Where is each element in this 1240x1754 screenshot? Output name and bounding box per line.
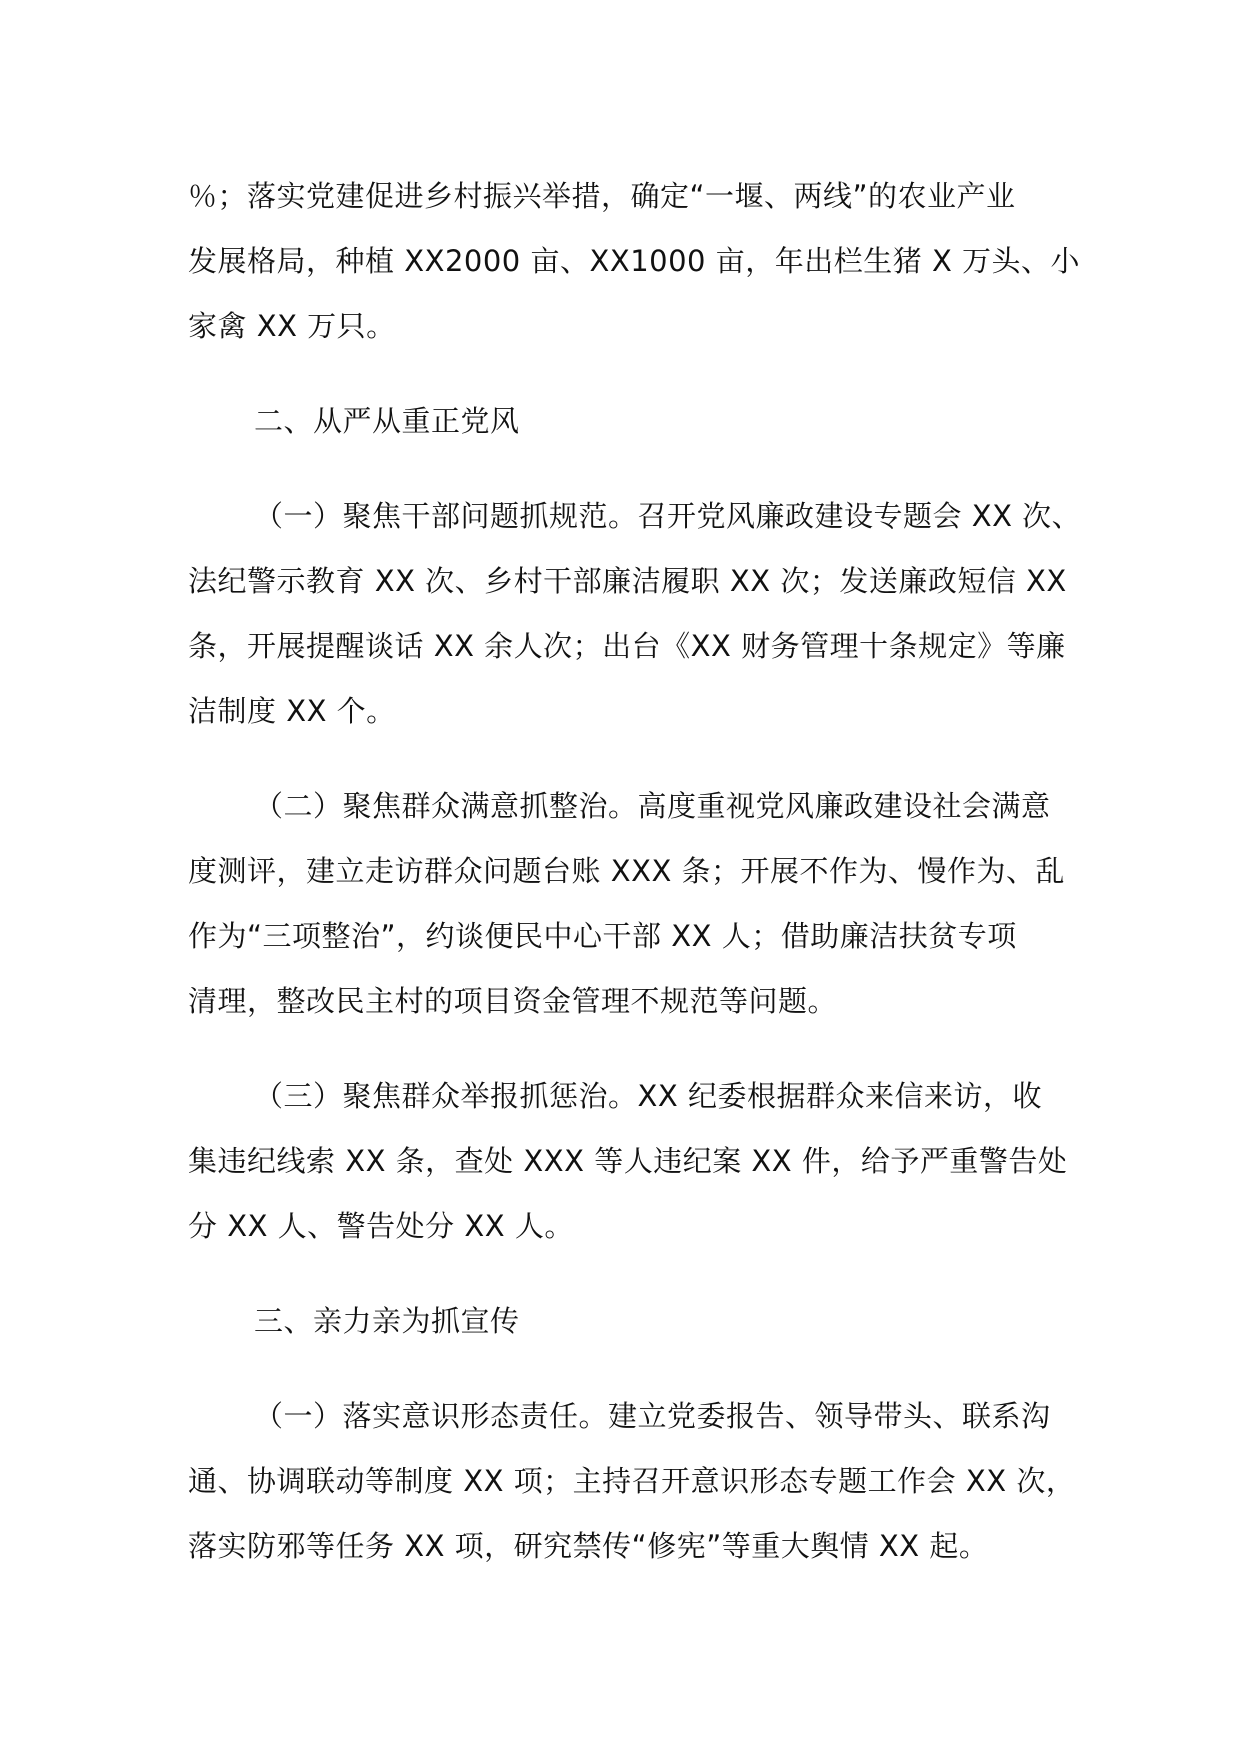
paragraph-spacer: [188, 744, 1058, 774]
text-line: 法纪警示教育 XX 次、乡村干部廉洁履职 XX 次；发送廉政短信 XX: [188, 564, 1067, 598]
paragraph-spacer: [188, 359, 1058, 389]
paragraph-cadre-issues: [188, 484, 1082, 744]
text-line: （一）落实意识形态责任。建立党委报告、领导带头、联系沟: [254, 1399, 1051, 1433]
paragraph-spacer: [188, 1034, 1058, 1064]
document-body: [188, 164, 1082, 1579]
text-line: （二）聚焦群众满意抓整治。高度重视党风廉政建设社会满意: [254, 789, 1051, 823]
text-line: 集违纪线索 XX 条，查处 XXX 等人违纪案 XX 件，给予严重警告处: [188, 1144, 1068, 1178]
text-line: 条，开展提醒谈话 XX 余人次；出台《XX 财务管理十条规定》等廉: [188, 629, 1066, 663]
paragraph-spacer: [188, 454, 1058, 484]
text-line: 清理，整改民主村的项目资金管理不规范等问题。: [188, 984, 838, 1018]
paragraph-public-reports: [188, 1064, 1068, 1259]
text-line: 落实防邪等任务 XX 项，研究禁传“修宪”等重大舆情 XX 起。: [188, 1529, 989, 1563]
text-line: （一）聚焦干部问题抓规范。召开党风廉政建设专题会 XX 次、: [254, 499, 1082, 533]
paragraph-spacer: [188, 1354, 1058, 1384]
text-line: ％；落实党建促进乡村振兴举措，确定“一堰、两线”的农业产业: [188, 179, 1016, 213]
text-line: （三）聚焦群众举报抓惩治。XX 纪委根据群众来信来访，收: [254, 1079, 1042, 1113]
section-heading-publicity: [188, 1289, 1058, 1354]
text-line: 度测评，建立走访群众问题台账 XXX 条；开展不作为、慢作为、乱: [188, 854, 1066, 888]
paragraph-spacer: [188, 1259, 1058, 1289]
text-line: 通、协调联动等制度 XX 项；主持召开意识形态专题工作会 XX 次，: [188, 1464, 1076, 1498]
text-line: 分 XX 人、警告处分 XX 人。: [188, 1209, 574, 1243]
section-heading-party-conduct: [188, 389, 1058, 454]
text-line: 家禽 XX 万只。: [188, 309, 396, 343]
text-line: 洁制度 XX 个。: [188, 694, 396, 728]
heading-text: 三、亲力亲为抓宣传: [254, 1304, 520, 1338]
paragraph-public-satisfaction: [188, 774, 1066, 1034]
text-line: 作为“三项整治”，约谈便民中心干部 XX 人；借助廉洁扶贫专项: [188, 919, 1017, 953]
text-line: 发展格局，种植 XX2000 亩、XX1000 亩，年出栏生猪 X 万头、小: [188, 244, 1081, 278]
paragraph-agriculture-continued: [188, 164, 1081, 359]
heading-text: 二、从严从重正党风: [254, 404, 520, 438]
paragraph-ideology-responsibility: [188, 1384, 1076, 1579]
